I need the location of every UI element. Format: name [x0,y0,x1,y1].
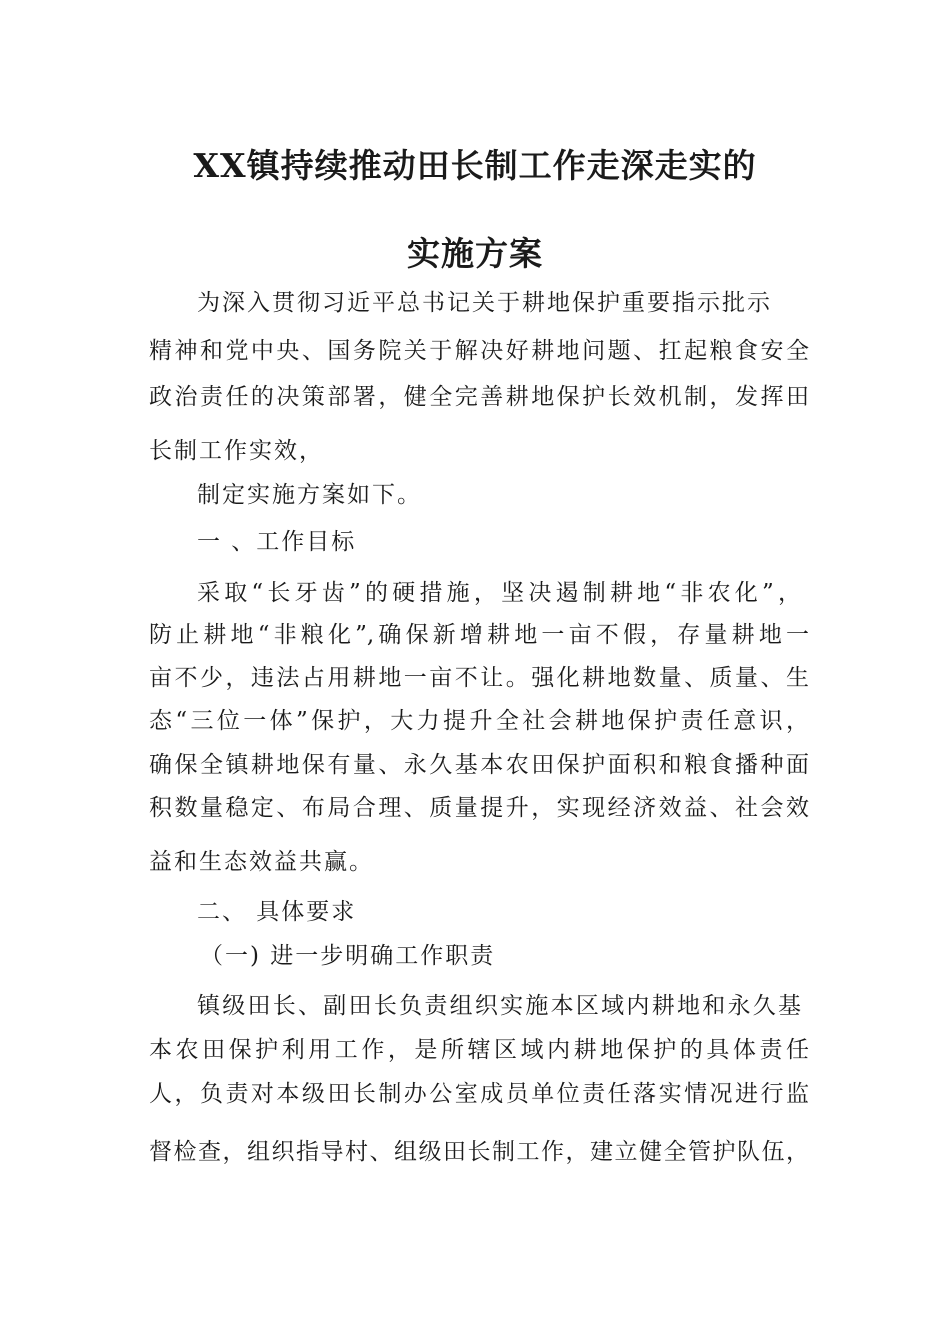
body-line-11: 积数量稳定、布局合理、质量提升，实现经济效益、社会效 [149,795,809,821]
body-line-10: 确保全镇耕地保有量、永久基本农田保护面积和粮食播种面 [149,752,809,778]
subsection-heading-1: （一) 进一步明确工作职责 [200,943,496,969]
document-title-line-2: 实施方案 [407,234,543,273]
section-heading-1: 一 、工作目标 [197,529,357,555]
body-line-16: 督检查，组织指导村、组级田长制工作，建立健全管护队伍， [149,1139,809,1165]
section-heading-2: 二、 具体要求 [197,899,357,925]
body-line-9: 态“三位一体”保护，大力提升全社会耕地保护责任意识， [149,708,809,734]
document-title-line-1: XX镇持续推动田长制工作走深走实的 [193,146,757,185]
body-line-12: 益和生态效益共赢。 [149,849,374,875]
body-line-4: 长制工作实效， [149,438,324,464]
body-line-2: 精神和党中央、国务院关于解决好耕地问题、扛起粮食安全 [149,338,809,364]
body-line-3: 政治责任的决策部署，健全完善耕地保护长效机制，发挥田 [149,384,809,410]
body-line-8: 亩不少，违法占用耕地一亩不让。强化耕地数量、质量、生 [149,665,809,691]
body-line-14: 本农田保护利用工作，是所辖区域内耕地保护的具体责任 [149,1037,809,1063]
body-line-15: 人，负责对本级田长制办公室成员单位责任落实情况进行监 [149,1081,809,1107]
body-line-13: 镇级田长、副田长负责组织实施本区域内耕地和永久基 [197,993,801,1019]
body-line-6: 采取“长牙齿”的硬措施，坚决遏制耕地“非农化”， [197,580,801,606]
body-line-7: 防止耕地“非粮化”,确保新增耕地一亩不假，存量耕地一 [149,622,809,648]
body-line-5: 制定实施方案如下。 [197,482,422,508]
body-line-1: 为深入贯彻习近平总书记关于耕地保护重要指示批示 [197,290,772,316]
